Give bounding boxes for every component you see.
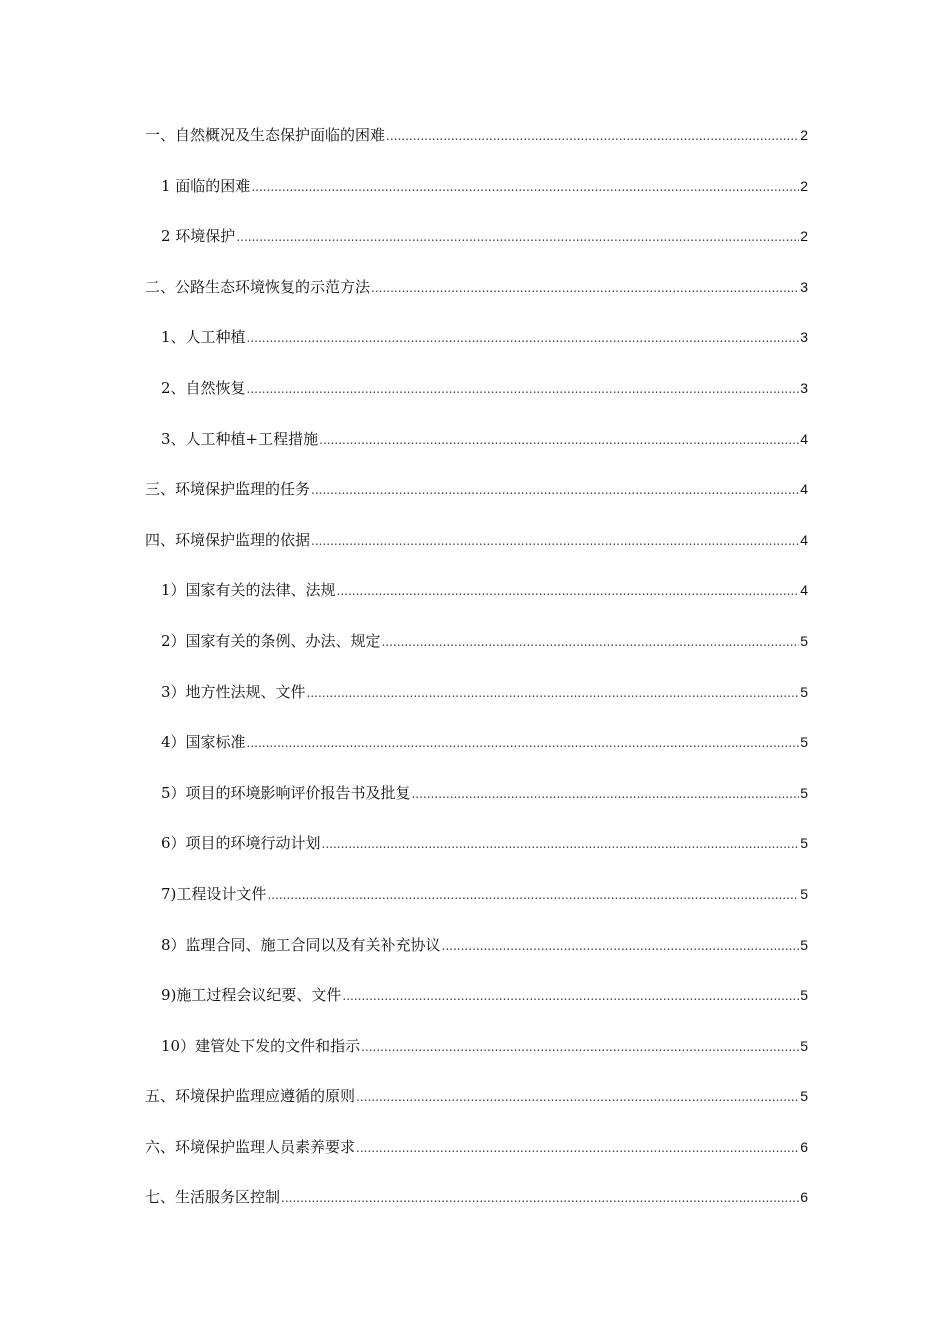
toc-dot-leader	[319, 429, 799, 451]
toc-dot-leader	[267, 884, 799, 906]
toc-dot-leader	[247, 732, 800, 754]
toc-entry-title: 六、环境保护监理人员素养要求	[145, 1137, 356, 1156]
table-of-contents	[145, 124, 808, 1237]
toc-entry[interactable]	[145, 377, 808, 428]
toc-entry-page: 5	[800, 632, 808, 649]
toc-dot-leader	[337, 580, 800, 602]
toc-dot-leader	[361, 1036, 799, 1058]
toc-entry[interactable]	[145, 529, 808, 580]
toc-entry-title: 一、自然概况及生态保护面临的困难	[145, 126, 386, 144]
toc-entry[interactable]	[145, 883, 808, 934]
toc-entry-title: 5）项目的环境影响评价报告书及批复	[161, 783, 411, 802]
toc-dot-leader	[356, 1137, 799, 1159]
toc-entry-page: 6	[800, 1189, 808, 1206]
toc-entry-page: 6	[800, 1138, 808, 1155]
toc-entry-title: 4）国家标准	[161, 733, 246, 752]
toc-entry[interactable]	[145, 326, 808, 377]
toc-entry-title: 五、环境保护监理应遵循的原则	[145, 1087, 356, 1106]
toc-entry-title: 9)施工过程会议纪要、文件	[161, 986, 342, 1005]
toc-entry-title: 二、公路生态环境恢复的示范方法	[145, 277, 371, 296]
toc-entry[interactable]	[145, 276, 808, 327]
toc-entry[interactable]	[145, 225, 808, 276]
toc-entry-title: 四、环境保护监理的依据	[145, 530, 311, 549]
toc-entry-page: 2	[800, 177, 808, 194]
toc-entry[interactable]	[145, 1085, 808, 1136]
toc-entry-page: 4	[800, 481, 808, 498]
toc-dot-leader	[386, 125, 799, 147]
toc-dot-leader	[281, 1187, 799, 1209]
toc-entry-page: 2	[800, 127, 808, 143]
toc-entry-page: 5	[800, 936, 808, 953]
toc-entry[interactable]	[145, 832, 808, 883]
toc-entry-title: 1、人工种植	[161, 328, 246, 347]
toc-entry[interactable]	[145, 934, 808, 985]
toc-dot-leader	[322, 833, 800, 855]
toc-entry-title: 2 环境保护	[161, 227, 236, 246]
toc-entry-title: 7)工程设计文件	[161, 884, 267, 903]
toc-entry-page: 2	[800, 228, 808, 245]
toc-entry-page: 5	[800, 987, 808, 1004]
toc-entry-page: 3	[800, 278, 808, 295]
toc-entry-title: 三、环境保护监理的任务	[145, 480, 311, 499]
toc-entry-title: 6）项目的环境行动计划	[161, 834, 321, 853]
toc-dot-leader	[412, 783, 800, 805]
toc-entry-page: 4	[800, 582, 808, 599]
toc-dot-leader	[247, 378, 800, 400]
toc-dot-leader	[382, 631, 800, 653]
toc-entry-title: 3）地方性法规、文件	[161, 682, 306, 701]
toc-entry[interactable]	[145, 1035, 808, 1086]
toc-dot-leader	[342, 985, 799, 1007]
toc-entry[interactable]	[145, 1186, 808, 1237]
toc-entry-page: 5	[800, 683, 808, 700]
toc-entry-title: 10）建管处下发的文件和指示	[161, 1036, 361, 1055]
toc-dot-leader	[307, 682, 800, 704]
toc-entry-page: 3	[800, 329, 808, 346]
toc-entry-title: 2、自然恢复	[161, 378, 246, 397]
toc-entry[interactable]	[145, 579, 808, 630]
toc-entry[interactable]	[145, 731, 808, 782]
toc-entry-page: 5	[800, 1037, 808, 1054]
toc-entry-title: 1 面临的困难	[161, 176, 251, 195]
toc-entry-page: 5	[800, 784, 808, 801]
toc-entry[interactable]	[145, 478, 808, 529]
toc-dot-leader	[356, 1086, 799, 1108]
toc-entry[interactable]	[145, 428, 808, 479]
toc-entry-title: 七、生活服务区控制	[145, 1188, 281, 1207]
toc-entry-title: 3、人工种植+工程措施	[161, 429, 319, 448]
toc-entry-page: 4	[800, 430, 808, 447]
toc-entry[interactable]	[145, 984, 808, 1035]
toc-entry-page: 5	[800, 885, 808, 902]
toc-entry-page: 3	[800, 379, 808, 396]
toc-dot-leader	[442, 935, 800, 957]
toc-entry[interactable]	[145, 630, 808, 681]
toc-entry-title: 1）国家有关的法律、法规	[161, 581, 336, 600]
toc-entry[interactable]	[145, 782, 808, 833]
toc-entry-page: 4	[800, 531, 808, 548]
toc-entry-page: 5	[800, 734, 808, 751]
toc-entry[interactable]	[145, 175, 808, 226]
toc-entry-page: 5	[800, 1088, 808, 1105]
toc-dot-leader	[311, 479, 799, 501]
toc-entry[interactable]	[145, 124, 808, 175]
toc-entry[interactable]	[145, 1136, 808, 1187]
toc-entry-page: 5	[800, 835, 808, 852]
toc-entry[interactable]	[145, 681, 808, 732]
toc-dot-leader	[311, 530, 799, 552]
toc-dot-leader	[251, 176, 799, 198]
toc-dot-leader	[236, 226, 799, 248]
toc-dot-leader	[371, 277, 799, 299]
toc-entry-title: 8）监理合同、施工合同以及有关补充协议	[161, 935, 441, 954]
toc-entry-title: 2）国家有关的条例、办法、规定	[161, 631, 381, 650]
toc-dot-leader	[247, 327, 800, 349]
